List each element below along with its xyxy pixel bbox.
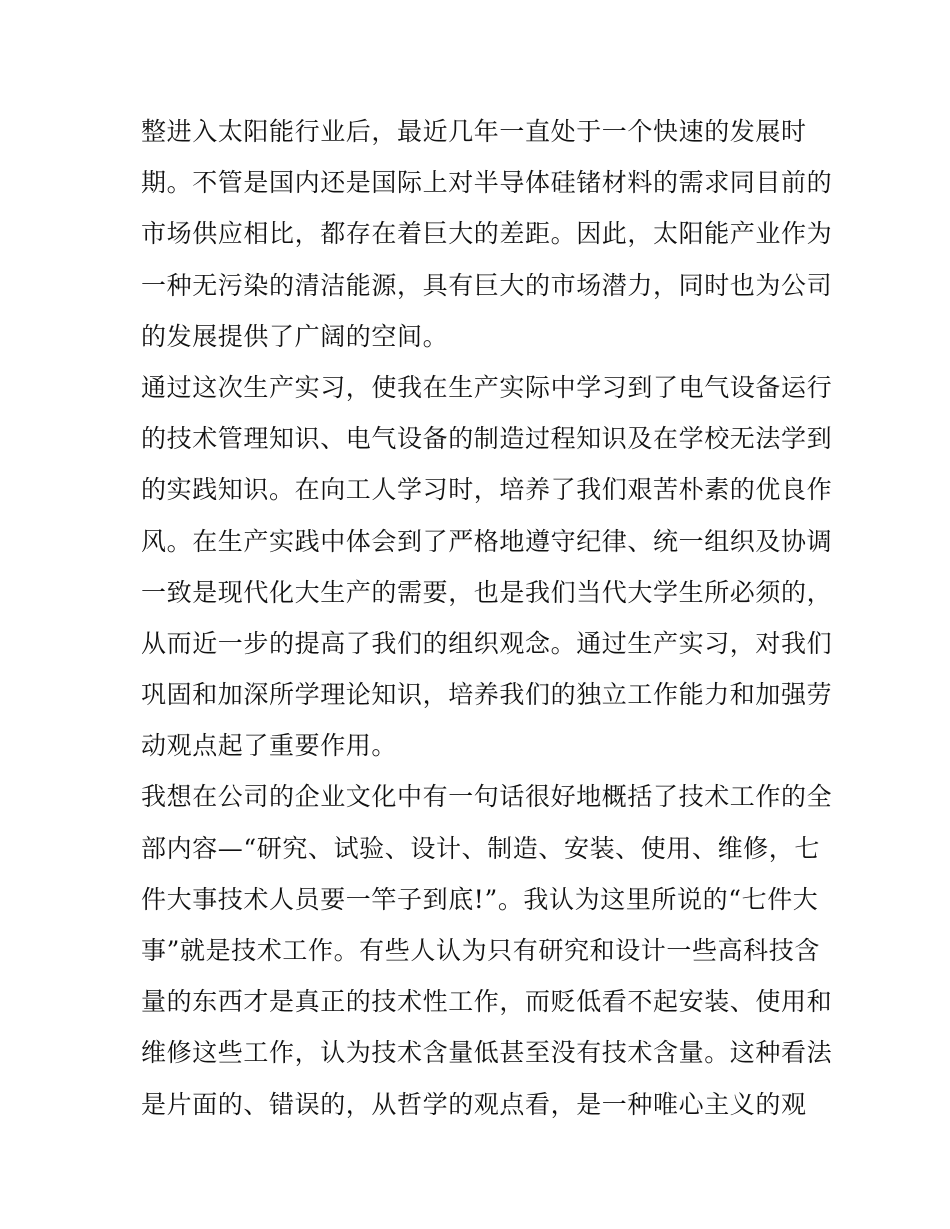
- text-line: 市场供应相比，都存在着巨大的差距。因此，太阳能产业作为: [141, 219, 833, 249]
- text-line: 事”就是技术工作。有些人认为只有研究和设计一些高科技含: [141, 936, 820, 965]
- text-line: 的实践知识。在向工人学习时，培养了我们艰苦朴素的优良作: [141, 475, 833, 505]
- body-text: [141, 106, 833, 1130]
- text-line: 整进入太阳能行业后，最近几年一直处于一个快速的发展时: [141, 117, 807, 146]
- text-line: 巩固和加深所学理论知识，培养我们的独立工作能力和加强劳: [141, 680, 833, 710]
- text-line: 是片面的、错误的，从哲学的观点看，是一种唯心主义的观: [141, 1089, 807, 1119]
- text-line: 维修这些工作，认为技术含量低甚至没有技术含量。这种看法: [141, 1038, 833, 1068]
- text-line: 一致是现代化大生产的需要，也是我们当代大学生所必须的，: [141, 577, 833, 607]
- text-line: 的发展提供了广阔的空间。: [141, 321, 449, 351]
- text-line: 部内容—“研究、试验、设计、制造、安装、使用、维修，七: [141, 833, 820, 863]
- text-line: 一种无污染的清洁能源，具有巨大的市场潜力，同时也为公司: [141, 270, 833, 300]
- text-line: 件大事技术人员要一竿子到底!”。我认为这里所说的“七件大: [141, 884, 819, 914]
- text-line: 从而近一步的提高了我们的组织观念。通过生产实习，对我们: [141, 628, 833, 658]
- text-line: 我想在公司的企业文化中有一句话很好地概括了技术工作的全: [141, 782, 833, 812]
- text-line: 风。在生产实践中体会到了严格地遵守纪律、统一组织及协调: [141, 526, 833, 556]
- text-line: 通过这次生产实习，使我在生产实际中学习到了电气设备运行: [141, 372, 833, 402]
- text-line: 量的东西才是真正的技术性工作，而贬低看不起安装、使用和: [141, 987, 833, 1017]
- text-line: 的技术管理知识、电气设备的制造过程知识及在学校无法学到: [141, 424, 833, 454]
- text-line: 动观点起了重要作用。: [141, 731, 398, 761]
- text-line: 期。不管是国内还是国际上对半导体硅锗材料的需求同目前的: [141, 168, 833, 198]
